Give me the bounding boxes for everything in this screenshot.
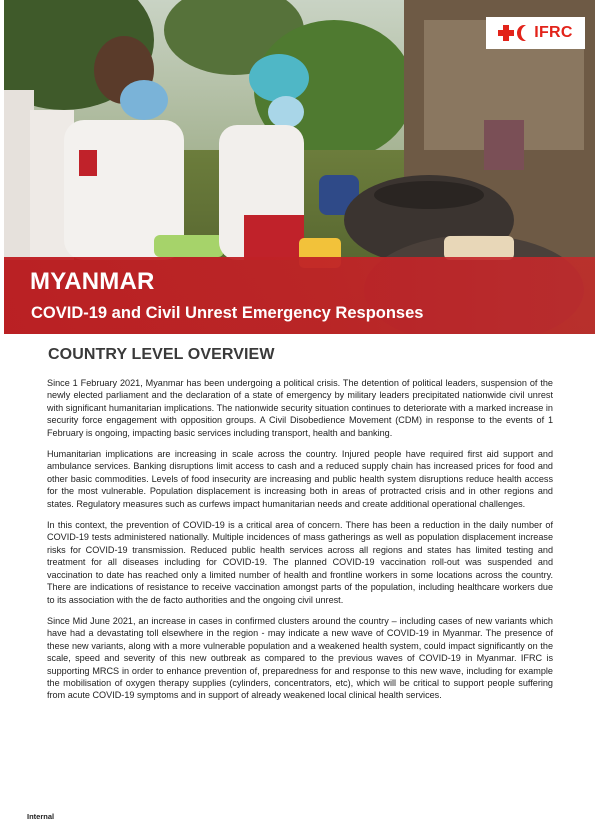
overview-paragraph: In this context, the prevention of COVID-19 is a critical area of concern. There has been a reduction in the daily number of COVID-19 tests administered nationally. Multiple incidences of mass gatherings as well as population displacement increase risks for COVID-19 transmission. Reduced public health services across all regions and states has limited testing and treatment for all diseases including for COVID-19. The planned COVID-19 vaccination roll-out was suspended and vaccination to date has reached only a limited number of health and frontline workers in some locations across the country. There are indications of resistance to receive vaccination amongst parts of the population, including healthcare workers due to its association with the de facto authorities and the ongoing civil unrest. [47, 520, 553, 605]
classification-label: Internal [27, 812, 55, 821]
overview-paragraph: Since 1 February 2021, Myanmar has been undergoing a political crisis. The detention of political leaders, suspension of the newly elected parliament and the declaration of a state of emergency by military leaders precipitated nationwide civil unrest with significant humanitarian implications. The nationwide security situation continues to deteriorate with a marked increase in security force engagement with opposition groups. A Civil Disobedience Movement (CDM) in response to the events of 1 February is ongoing, impacting basic services including transport, health and banking. [47, 378, 553, 438]
overview-paragraph: Humanitarian implications are increasing in scale across the country. Injured people have required first aid support and ambulance services. Banking disruptions limit access to cash and a reduced supply chain has increased prices for food and other basic commodities. Levels of food insecurity are increasing and public health system disruptions reduce health access for the most vulnerable. Population displacement is increasing both in areas of protracted crisis and in other regions and states. Regulatory measures such as curfews impact humanitarian needs and create additional operational challenges. [47, 449, 553, 509]
page-title: MYANMAR [30, 268, 155, 295]
section-heading: COUNTRY LEVEL OVERVIEW [48, 346, 275, 363]
ifrc-logo [486, 17, 585, 49]
overview-body [47, 377, 553, 711]
red-crescent-icon [517, 25, 531, 41]
overview-paragraph: Since Mid June 2021, an increase in cases in confirmed clusters around the country – including cases of new variants which have had a devastating toll elsewhere in the region - may indicate a new wave of COVID-19 in Myanmar. The presence of these new variants, along with a more vulnerable population and a weakened health system, could impact significantly on the scale, speed and severity of this new outbreak as compared to the previous waves of COVID-19 in Myanmar. IFRC is supporting MRCS in order to enhance prevention of, preparedness for and response to this new wave, including for example the mobilisation of oxygen therapy supplies (cylinders, concentrators, etc), which will be critical to support people suffering from acute COVID-19 symptoms and in support of already weakened local clinical health services. [47, 615, 553, 701]
red-cross-icon [498, 25, 514, 41]
ifrc-logo-text: IFRC [534, 24, 573, 41]
page-subtitle: COVID-19 and Civil Unrest Emergency Responses [31, 304, 424, 322]
